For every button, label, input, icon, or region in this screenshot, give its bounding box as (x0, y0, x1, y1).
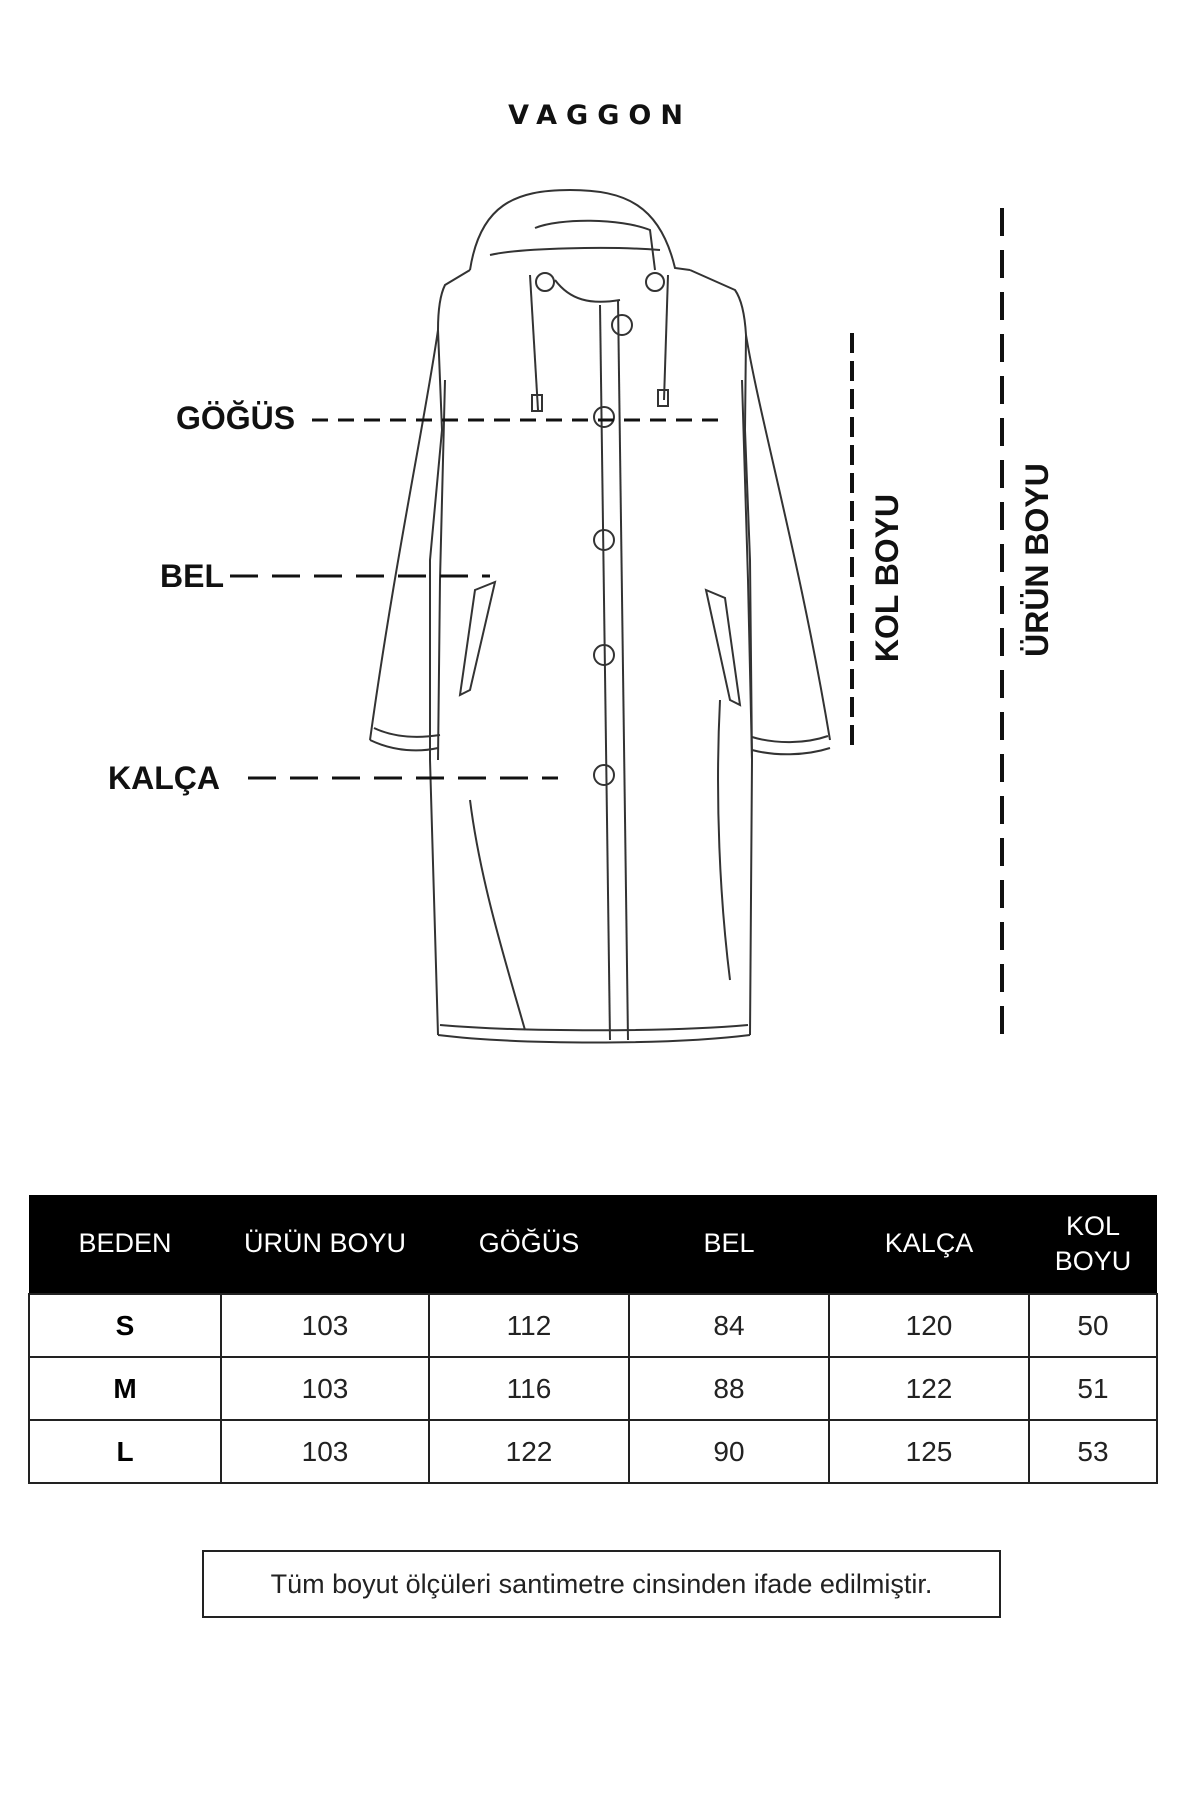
size-table-header (29, 1195, 1157, 1294)
chest-label: GÖĞÜS (176, 400, 296, 436)
size-cell: L (29, 1420, 221, 1483)
size-cell: S (29, 1294, 221, 1357)
sleeve-cell: 51 (1029, 1357, 1157, 1420)
waist-cell: 90 (629, 1420, 829, 1483)
sleeve-cell: 50 (1029, 1294, 1157, 1357)
hip-cell: 120 (829, 1294, 1029, 1357)
chest-cell: 112 (429, 1294, 629, 1357)
header-hip: KALÇA (829, 1195, 1029, 1294)
measurement-note: Tüm boyut ölçüleri santimetre cinsinden ifade edilmiştir. (202, 1550, 1001, 1618)
size-cell: M (29, 1357, 221, 1420)
size-table (28, 1195, 1158, 1484)
chest-cell: 116 (429, 1357, 629, 1420)
waist-cell: 84 (629, 1294, 829, 1357)
header-length: ÜRÜN BOYU (221, 1195, 429, 1294)
header-chest: GÖĞÜS (429, 1195, 629, 1294)
product-length-label: ÜRÜN BOYU (1019, 463, 1055, 657)
waist-cell: 88 (629, 1357, 829, 1420)
waist-label: BEL (160, 558, 224, 594)
header-waist: BEL (629, 1195, 829, 1294)
sleeve-cell: 53 (1029, 1420, 1157, 1483)
table-row (29, 1420, 1157, 1483)
brand-logo: VAGGON (508, 100, 692, 131)
header-sleeve: KOL BOYU (1029, 1195, 1157, 1294)
hip-label: KALÇA (108, 760, 220, 796)
hip-cell: 122 (829, 1357, 1029, 1420)
sleeve-length-label: KOL BOYU (869, 493, 905, 663)
length-cell: 103 (221, 1420, 429, 1483)
header-size: BEDEN (29, 1195, 221, 1294)
length-cell: 103 (221, 1357, 429, 1420)
chest-cell: 122 (429, 1420, 629, 1483)
hip-cell: 125 (829, 1420, 1029, 1483)
table-row (29, 1294, 1157, 1357)
table-row (29, 1357, 1157, 1420)
length-cell: 103 (221, 1294, 429, 1357)
